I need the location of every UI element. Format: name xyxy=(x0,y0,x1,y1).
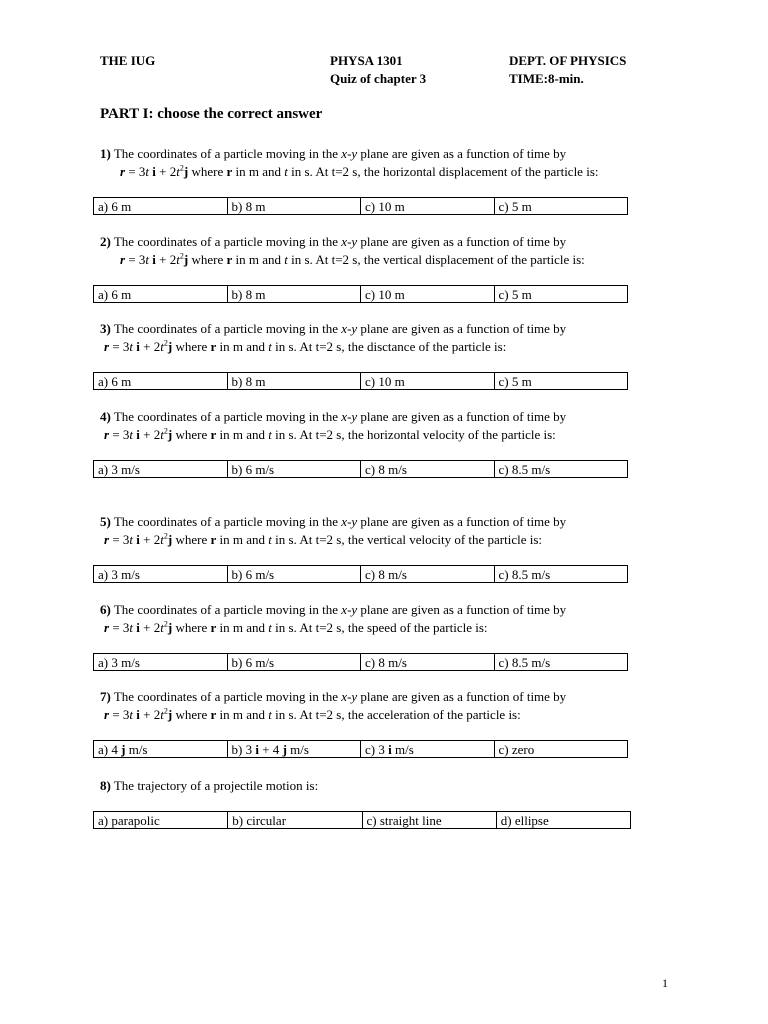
question-number: 5) xyxy=(100,514,111,529)
question-formula-line: r = 3t $i + 2t^2j$ where r in m and t in s. At t=2 s, the vertical displacement of the particle is: xyxy=(120,251,585,267)
answer-option[interactable]: c) 8.5 m/s xyxy=(498,655,551,670)
answer-options-row xyxy=(93,653,628,671)
answer-options-row xyxy=(93,372,628,390)
answer-option[interactable]: a) 3 m/s xyxy=(94,566,228,582)
question-text: 5) The coordinates of a particle moving in the x-y plane are given as a function of time by xyxy=(100,514,567,529)
answer-option[interactable]: c) 3 i m/s xyxy=(361,741,495,757)
question-number: 1) xyxy=(100,146,111,161)
question-8 xyxy=(100,777,660,795)
course-code: PHYSA 1301 xyxy=(330,53,403,68)
question-formula-line: r = 3t $i + 2t^2j$ where r in m and t in s. At t=2 s, the horizontal displacement of the particle is: xyxy=(120,163,599,179)
answer-options-row xyxy=(93,565,628,583)
question-number: 2) xyxy=(100,234,111,249)
quiz-title: Quiz of chapter 3 xyxy=(330,71,427,86)
answer-option[interactable]: b) 3 i + 4 j m/s xyxy=(228,741,362,757)
answer-option[interactable]: b) 8 m xyxy=(228,286,362,302)
answer-option[interactable]: c) straight line xyxy=(363,812,497,828)
time-limit: TIME:8-min. xyxy=(509,71,584,86)
answer-option[interactable]: c) 8 m/s xyxy=(361,654,495,670)
answer-option[interactable]: c) 8.5 m/s xyxy=(498,462,551,477)
question-formula-line: r = 3t $i + 2t^2j$ where r in m and t in s. At t=2 s, the vertical velocity of the particle is: xyxy=(104,531,543,547)
answer-option[interactable]: a) 6 m xyxy=(94,198,228,214)
question-number: 7) xyxy=(100,689,111,704)
department-name: DEPT. OF PHYSICS xyxy=(509,53,627,68)
answer-option[interactable]: b) 6 m/s xyxy=(228,461,362,477)
header-department xyxy=(509,52,626,88)
question-text: 4) The coordinates of a particle moving in the x-y plane are given as a function of time by xyxy=(100,409,567,424)
answer-option[interactable]: b) 8 m xyxy=(228,198,362,214)
question-formula-line: r = 3t $i + 2t^2j$ where r in m and t in s. At t=2 s, the horizontal velocity of the particle is: xyxy=(104,426,556,442)
question-text: 8) The trajectory of a projectile motion is: xyxy=(100,778,319,793)
question-3 xyxy=(100,320,660,356)
answer-option[interactable]: a) 3 m/s xyxy=(94,654,228,670)
question-6 xyxy=(100,601,660,637)
question-number: 6) xyxy=(100,602,111,617)
question-text: 2) The coordinates of a particle moving in the x-y plane are given as a function of time by xyxy=(100,234,567,249)
question-5 xyxy=(100,513,660,549)
answer-option[interactable]: c) 10 m xyxy=(361,373,495,389)
question-text: 3) The coordinates of a particle moving in the x-y plane are given as a function of time by xyxy=(100,321,567,336)
answer-option[interactable]: c) zero xyxy=(498,742,535,757)
question-number: 3) xyxy=(100,321,111,336)
answer-option[interactable]: a) 6 m xyxy=(94,286,228,302)
answer-option[interactable]: b) 6 m/s xyxy=(228,566,362,582)
answer-option[interactable]: c) 10 m xyxy=(361,286,495,302)
answer-option[interactable]: c) 5 m xyxy=(498,287,532,302)
answer-option[interactable]: c) 5 m xyxy=(498,199,532,214)
answer-option[interactable]: d) ellipse xyxy=(500,813,549,828)
answer-option[interactable]: c) 8 m/s xyxy=(361,566,495,582)
question-text: 6) The coordinates of a particle moving in the x-y plane are given as a function of time by xyxy=(100,602,567,617)
answer-option[interactable]: b) circular xyxy=(228,812,362,828)
answer-options-row xyxy=(93,740,628,758)
answer-options-row xyxy=(93,285,628,303)
answer-option[interactable]: a) 4 j m/s xyxy=(94,741,228,757)
header-course xyxy=(330,52,426,88)
question-text: 1) The coordinates of a particle moving in the x-y plane are given as a function of time by xyxy=(100,146,567,161)
answer-option[interactable]: c) 5 m xyxy=(498,374,532,389)
question-number: 4) xyxy=(100,409,111,424)
part-title: PART I: choose the correct answer xyxy=(100,106,323,122)
question-formula-line: r = 3t $i + 2t^2j$ where r in m and t in s. At t=2 s, the speed of the particle is: xyxy=(104,619,488,635)
question-text: 7) The coordinates of a particle moving in the x-y plane are given as a function of time by xyxy=(100,689,567,704)
answer-options-row xyxy=(93,460,628,478)
answer-options-row xyxy=(93,811,631,829)
answer-option[interactable]: b) 8 m xyxy=(228,373,362,389)
question-7 xyxy=(100,688,660,724)
page-number: 1 xyxy=(662,976,668,990)
answer-options-row xyxy=(93,197,628,215)
question-1 xyxy=(100,145,660,181)
question-formula-line: r = 3t $i + 2t^2j$ where r in m and t in s. At t=2 s, the acceleration of the particle is: xyxy=(104,706,521,722)
answer-option[interactable]: b) 6 m/s xyxy=(228,654,362,670)
question-2 xyxy=(100,233,660,269)
answer-option[interactable]: c) 8.5 m/s xyxy=(498,567,551,582)
question-4 xyxy=(100,408,660,444)
answer-option[interactable]: a) 3 m/s xyxy=(94,461,228,477)
question-number: 8) xyxy=(100,778,111,793)
answer-option[interactable]: c) 10 m xyxy=(361,198,495,214)
header-institution: THE IUG xyxy=(100,53,156,68)
answer-option[interactable]: a) 6 m xyxy=(94,373,228,389)
answer-option[interactable]: a) parapolic xyxy=(94,812,228,828)
question-formula-line: r = 3t $i + 2t^2j$ where r in m and t in s. At t=2 s, the disctance of the particle is: xyxy=(104,338,507,354)
answer-option[interactable]: c) 8 m/s xyxy=(361,461,495,477)
